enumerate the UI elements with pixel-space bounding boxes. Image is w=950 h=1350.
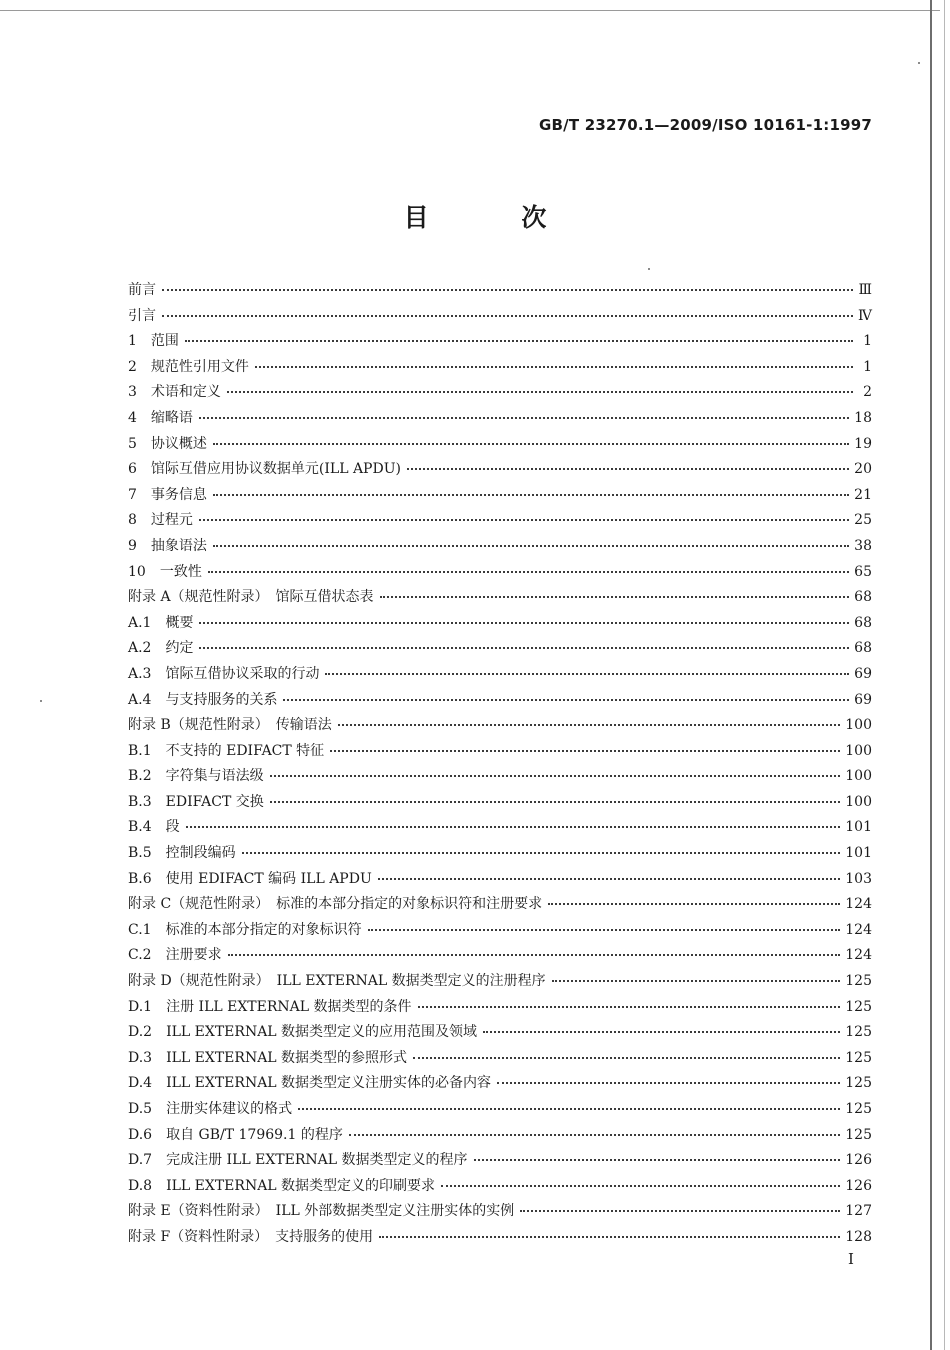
- toc-entry-page: 69: [854, 665, 872, 682]
- toc-entry: [128, 329, 872, 355]
- toc-entry-label: B.4 段: [128, 819, 180, 836]
- standard-code: GB/T 23270.1—2009/ISO 10161-1:1997: [539, 116, 872, 134]
- toc-leader-dots: [413, 1057, 840, 1059]
- toc-entry-label: 附录 D（规范性附录） ILL EXTERNAL 数据类型定义的注册程序: [128, 973, 546, 990]
- toc-entry-label: D.5 注册实体建议的格式: [128, 1101, 293, 1117]
- toc-entry-page: 2: [863, 384, 872, 401]
- toc-leader-dots: [213, 545, 849, 547]
- toc-leader-dots: [349, 1134, 840, 1136]
- toc-entry-label: A.1 概要: [128, 614, 194, 631]
- toc-entry-page: 126: [845, 1152, 872, 1169]
- toc-entry-label: 6 馆际互借应用协议数据单元(ILL APDU): [128, 461, 401, 478]
- toc-entry-label: D.2 ILL EXTERNAL 数据类型定义的应用范围及领域: [128, 1024, 478, 1041]
- toc-leader-dots: [199, 647, 849, 649]
- toc-entry: [128, 457, 872, 483]
- toc-leader-dots: [228, 954, 841, 956]
- toc-entry: [128, 764, 872, 790]
- toc-entry-label: 8 过程元: [128, 512, 193, 529]
- toc-entry-page: 38: [854, 537, 872, 554]
- toc-leader-dots: [474, 1159, 841, 1161]
- toc-entry-page: 68: [854, 640, 872, 657]
- toc-entry-label: D.1 注册 ILL EXTERNAL 数据类型的条件: [128, 998, 412, 1015]
- toc-entry-label: 4 缩略语: [128, 409, 193, 426]
- toc-leader-dots: [418, 1006, 841, 1008]
- toc-entry-page: 127: [845, 1203, 872, 1220]
- toc-entry-label: 附录 A（规范性附录） 馆际互借状态表: [128, 589, 374, 606]
- toc-leader-dots: [185, 340, 853, 342]
- scan-speck: [648, 268, 650, 270]
- toc-entry-page: 125: [845, 1101, 872, 1117]
- toc-entry: [128, 1148, 872, 1174]
- toc-leader-dots: [242, 852, 841, 854]
- toc-entry-page: 19: [854, 435, 872, 452]
- toc-entry-page: 100: [845, 717, 872, 734]
- toc-entry-page: 126: [845, 1177, 872, 1194]
- toc-entry-page: 124: [845, 947, 872, 964]
- toc-leader-dots: [379, 1236, 840, 1238]
- toc-leader-dots: [162, 289, 853, 291]
- toc-entry-label: 9 抽象语法: [128, 537, 207, 554]
- toc-entry-label: 2 规范性引用文件: [128, 358, 249, 375]
- toc-entry-label: 附录 E（资料性附录） ILL 外部数据类型定义注册实体的实例: [128, 1203, 515, 1220]
- toc-entry-label: 3 术语和定义: [128, 384, 221, 401]
- toc-leader-dots: [483, 1031, 840, 1033]
- toc-leader-dots: [497, 1082, 840, 1084]
- toc-leader-dots: [213, 443, 849, 445]
- toc-entry-label: A.3 馆际互借协议采取的行动: [128, 665, 320, 682]
- toc-entry: [128, 560, 872, 586]
- toc-entry-page: Ⅳ: [858, 307, 872, 324]
- toc-leader-dots: [213, 494, 849, 496]
- toc-entry: [128, 969, 872, 995]
- toc-entry: [128, 534, 872, 560]
- toc-entry-page: 101: [845, 845, 872, 862]
- toc-entry-label: A.2 约定: [128, 640, 194, 657]
- toc-entry: [128, 1046, 872, 1072]
- toc-entry-page: 1: [863, 333, 872, 350]
- toc-entry-label: 引言: [128, 307, 156, 324]
- toc-leader-dots: [199, 622, 849, 624]
- page-number: I: [848, 1250, 854, 1268]
- toc-entry-page: 20: [854, 461, 872, 478]
- toc-entry-page: 124: [845, 921, 872, 938]
- toc-entry: [128, 662, 872, 688]
- toc-entry: [128, 636, 872, 662]
- toc-leader-dots: [520, 1210, 840, 1212]
- toc-entry: [128, 1097, 872, 1123]
- toc-entry: [128, 1174, 872, 1200]
- toc-leader-dots: [162, 315, 853, 317]
- toc-entry: [128, 1123, 872, 1149]
- toc-entry: [128, 585, 872, 611]
- toc-entry: [128, 611, 872, 637]
- toc-entry-label: 1 范围: [128, 333, 179, 350]
- toc-leader-dots: [552, 980, 841, 982]
- toc-entry-page: 125: [845, 1075, 872, 1092]
- toc-leader-dots: [270, 775, 841, 777]
- toc-entry-label: 前言: [128, 282, 156, 298]
- toc-leader-dots: [378, 878, 841, 880]
- toc-entry-page: 125: [845, 1126, 872, 1143]
- toc-leader-dots: [441, 1185, 840, 1187]
- toc-entry: [128, 892, 872, 918]
- toc-leader-dots: [298, 1108, 840, 1110]
- toc-entry-page: 68: [854, 589, 872, 606]
- toc-entry-label: C.2 注册要求: [128, 947, 222, 964]
- toc-entry-label: D.3 ILL EXTERNAL 数据类型的参照形式: [128, 1049, 408, 1066]
- toc-leader-dots: [368, 929, 841, 931]
- toc-leader-dots: [548, 903, 840, 905]
- toc-entry-label: 7 事务信息: [128, 486, 207, 503]
- toc-entry: [128, 380, 872, 406]
- toc-entry: [128, 815, 872, 841]
- table-of-contents: [128, 278, 872, 1251]
- toc-entry: [128, 406, 872, 432]
- toc-entry-page: 21: [854, 486, 872, 503]
- toc-entry: [128, 918, 872, 944]
- toc-entry-page: 1: [863, 358, 872, 375]
- toc-entry-label: D.4 ILL EXTERNAL 数据类型定义注册实体的必备内容: [128, 1075, 492, 1092]
- toc-entry-page: 69: [854, 691, 872, 708]
- toc-entry-page: Ⅲ: [858, 282, 872, 298]
- toc-entry-page: 100: [845, 742, 872, 759]
- toc-entry-page: 125: [845, 1049, 872, 1066]
- toc-leader-dots: [186, 826, 841, 828]
- toc-entry: [128, 841, 872, 867]
- toc-entry: [128, 867, 872, 893]
- toc-entry-label: 10 一致性: [128, 563, 202, 580]
- toc-entry-label: 附录 B（规范性附录） 传输语法: [128, 717, 332, 734]
- toc-entry-page: 100: [845, 768, 872, 785]
- toc-leader-dots: [407, 468, 849, 470]
- toc-leader-dots: [380, 596, 850, 598]
- toc-entry: [128, 355, 872, 381]
- scan-edge-top: [0, 10, 940, 11]
- toc-entry: [128, 713, 872, 739]
- toc-entry: [128, 739, 872, 765]
- toc-entry: [128, 995, 872, 1021]
- toc-entry: [128, 304, 872, 330]
- toc-leader-dots: [270, 801, 841, 803]
- toc-entry: [128, 943, 872, 969]
- toc-entry-label: 附录 C（规范性附录） 标准的本部分指定的对象标识符和注册要求: [128, 896, 543, 913]
- toc-entry-label: 附录 F（资料性附录） 支持服务的使用: [128, 1228, 374, 1245]
- toc-entry-label: C.1 标准的本部分指定的对象标识符: [128, 921, 362, 938]
- toc-entry-page: 68: [854, 614, 872, 631]
- toc-leader-dots: [227, 391, 853, 393]
- toc-entry-label: B.5 控制段编码: [128, 845, 236, 862]
- toc-entry-page: 25: [854, 512, 872, 529]
- toc-entry-page: 101: [845, 819, 872, 836]
- toc-leader-dots: [283, 699, 849, 701]
- toc-entry: [128, 278, 872, 304]
- toc-entry: [128, 790, 872, 816]
- scan-speck: [918, 62, 920, 64]
- toc-entry-label: D.8 ILL EXTERNAL 数据类型定义的印刷要求: [128, 1177, 436, 1194]
- toc-entry-page: 103: [845, 870, 872, 887]
- toc-entry-label: D.7 完成注册 ILL EXTERNAL 数据类型定义的程序: [128, 1152, 468, 1169]
- toc-entry-label: B.6 使用 EDIFACT 编码 ILL APDU: [128, 870, 372, 887]
- toc-entry-page: 18: [854, 409, 872, 426]
- toc-entry-page: 125: [845, 973, 872, 990]
- toc-entry: [128, 1020, 872, 1046]
- toc-entry-page: 128: [845, 1228, 872, 1245]
- toc-entry: [128, 1225, 872, 1251]
- toc-leader-dots: [199, 519, 849, 521]
- toc-entry-label: A.4 与支持服务的关系: [128, 691, 278, 708]
- toc-entry-label: B.1 不支持的 EDIFACT 特征: [128, 742, 325, 759]
- toc-entry-label: B.2 字符集与语法级: [128, 768, 264, 785]
- toc-entry: [128, 508, 872, 534]
- toc-leader-dots: [338, 724, 841, 726]
- toc-leader-dots: [255, 366, 853, 368]
- page-title: 目 次: [403, 203, 589, 232]
- toc-leader-dots: [208, 571, 849, 573]
- toc-entry-page: 125: [845, 1024, 872, 1041]
- toc-leader-dots: [325, 673, 849, 675]
- toc-entry: [128, 1071, 872, 1097]
- toc-entry: [128, 1199, 872, 1225]
- scan-speck: [40, 700, 42, 702]
- toc-entry-page: 124: [845, 896, 872, 913]
- toc-entry-page: 100: [845, 793, 872, 810]
- toc-leader-dots: [199, 417, 849, 419]
- toc-entry-label: B.3 EDIFACT 交换: [128, 793, 264, 810]
- toc-entry: [128, 688, 872, 714]
- toc-leader-dots: [330, 750, 840, 752]
- toc-entry: [128, 483, 872, 509]
- toc-entry-label: D.6 取自 GB/T 17969.1 的程序: [128, 1126, 343, 1143]
- toc-entry-page: 65: [854, 563, 872, 580]
- toc-entry-page: 125: [845, 998, 872, 1015]
- toc-entry-label: 5 协议概述: [128, 435, 207, 452]
- toc-entry: [128, 432, 872, 458]
